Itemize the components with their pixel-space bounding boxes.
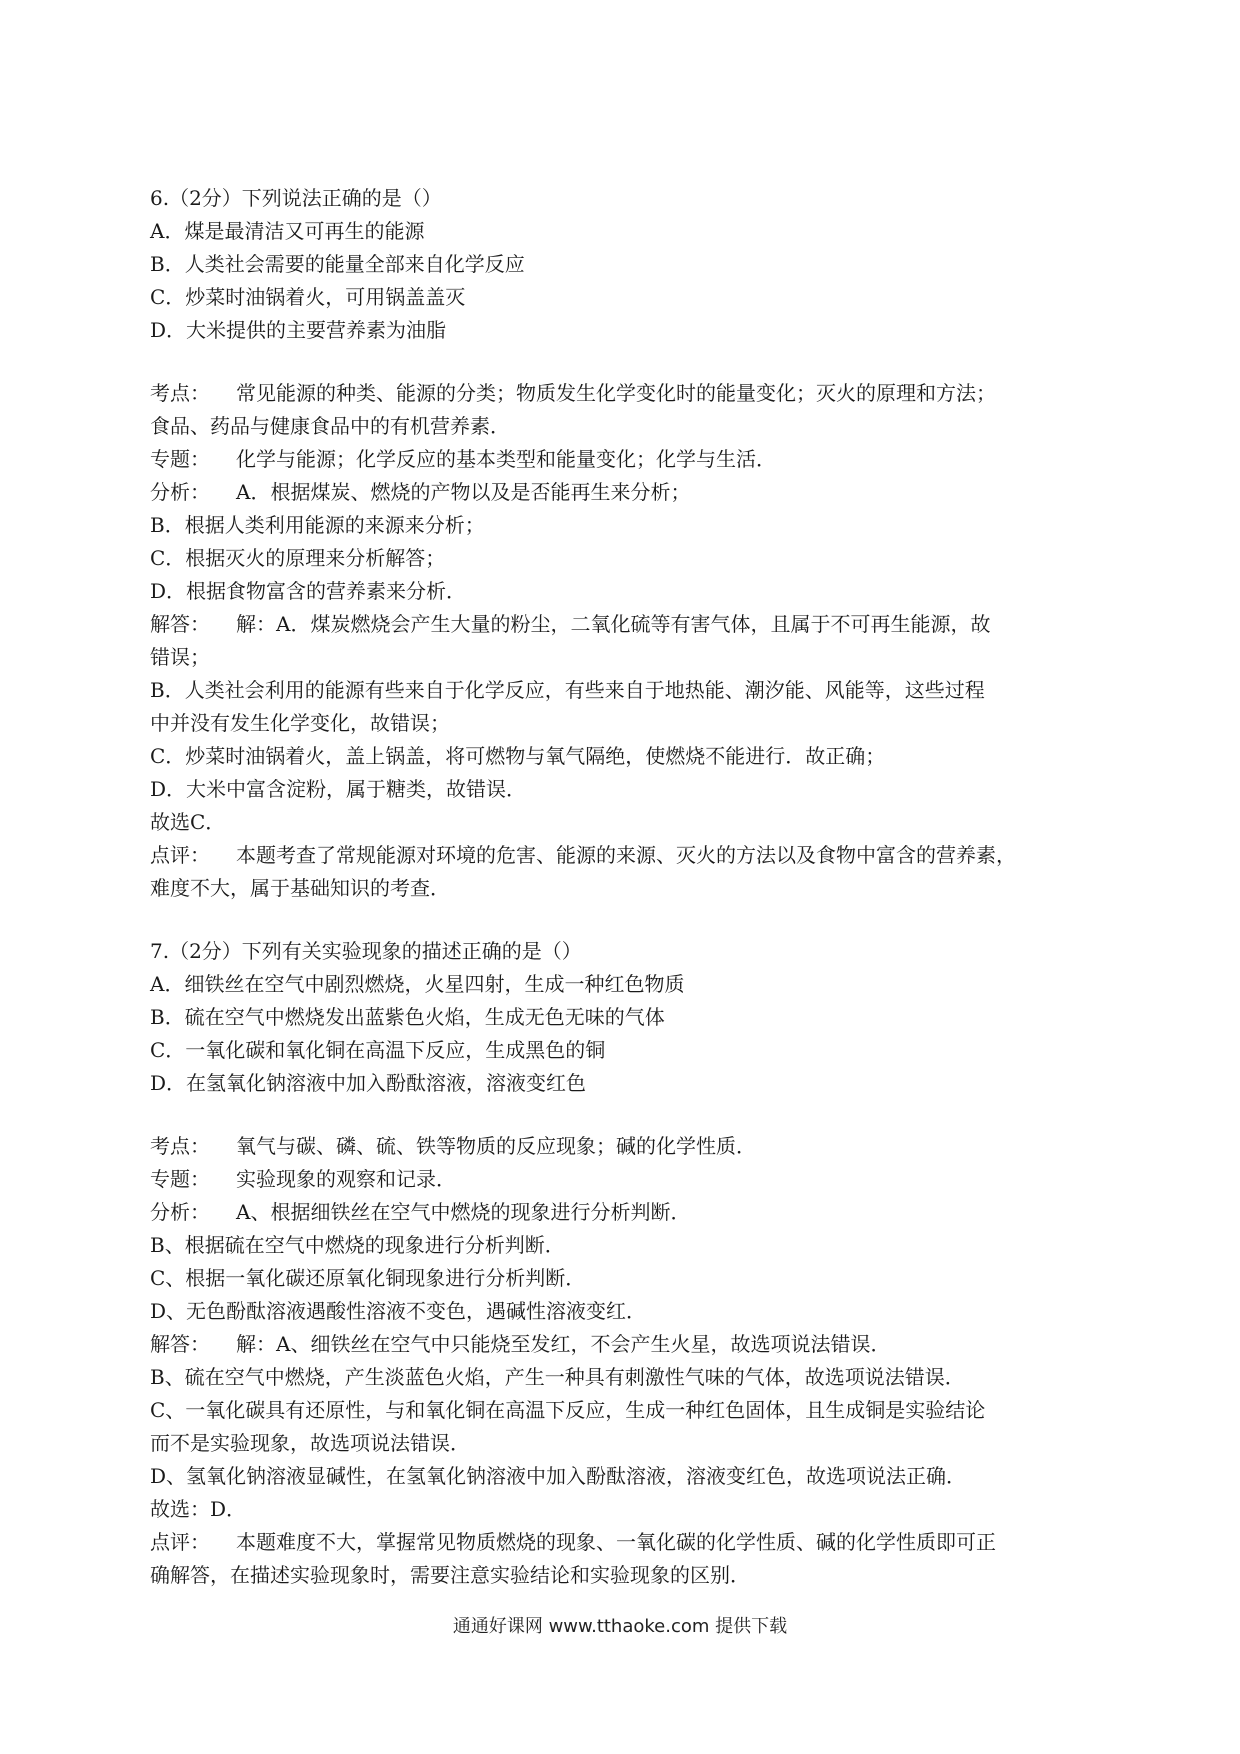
answer-6	[150, 377, 1080, 905]
option-a: A．细铁丝在空气中剧烈燃烧，火星四射，生成一种红色物质	[150, 972, 685, 996]
fenxi-line-c: C、根据一氧化碳还原氧化铜现象进行分析判断．	[150, 1266, 586, 1290]
jieda-line	[150, 1328, 1080, 1361]
dianping-text: 本题难度不大，掌握常见物质燃烧的现象、一氧化碳的化学性质、碱的化学性质即可正	[236, 1530, 996, 1554]
jieda-line-2: C、一氧化碳具有还原性，与和氧化铜在高温下反应，生成一种红色固体，且生成铜是实验结论	[150, 1398, 986, 1422]
jieda-line-2: B．人类社会利用的能源有些来自于化学反应，有些来自于地热能、潮汐能、风能等，这些过程	[150, 678, 985, 702]
jieda-line-4: D、氢氧化钠溶液显碱性，在氢氧化钠溶液中加入酚酞溶液，溶液变红色，故选项说法正确．	[150, 1464, 967, 1488]
jieda-line-5: 故选：D．	[150, 1497, 247, 1521]
fenxi-line-b: B．根据人类利用能源的来源来分析；	[150, 513, 485, 537]
dianping-text: 本题考查了常规能源对环境的危害、能源的来源、灭火的方法以及食物中富含的营养素，	[236, 843, 1016, 867]
jieda-line-5: D．大米中富含淀粉，属于糖类，故错误．	[150, 777, 527, 801]
question-stem: 6.（2分）下列说法正确的是（）	[150, 186, 442, 210]
dianping-line	[150, 839, 1080, 872]
jieda-line-3: 中并没有发生化学变化，故错误；	[150, 711, 450, 735]
dianping-line	[150, 1526, 1080, 1559]
dianping-label: 点评：	[150, 1530, 210, 1554]
fenxi-text: A．根据煤炭、燃烧的产物以及是否能再生来分析；	[236, 480, 691, 504]
dianping-label: 点评：	[150, 843, 210, 867]
jieda-line-3: 而不是实验现象，故选项说法错误．	[150, 1431, 470, 1455]
jieda-text: 解：A．煤炭燃烧会产生大量的粉尘，二氧化硫等有害气体，且属于不可再生能源，故	[236, 612, 991, 636]
jieda-line	[150, 608, 1080, 641]
zhuanti-label: 专题：	[150, 447, 210, 471]
jieda-label: 解答：	[150, 612, 210, 636]
jieda-text: 解：A、细铁丝在空气中只能烧至发红，不会产生火星，故选项说法错误．	[236, 1332, 891, 1356]
fenxi-text: A、根据细铁丝在空气中燃烧的现象进行分析判断．	[236, 1200, 691, 1224]
option-b: B．硫在空气中燃烧发出蓝紫色火焰，生成无色无味的气体	[150, 1005, 665, 1029]
kaodian-label: 考点：	[150, 1134, 210, 1158]
dianping-cont: 难度不大，属于基础知识的考查．	[150, 876, 450, 900]
question-stem: 7.（2分）下列有关实验现象的描述正确的是（）	[150, 939, 582, 963]
fenxi-label: 分析：	[150, 480, 210, 504]
option-c: C．一氧化碳和氧化铜在高温下反应，生成黑色的铜	[150, 1038, 606, 1062]
kaodian-cont: 食品、药品与健康食品中的有机营养素．	[150, 414, 510, 438]
fenxi-line-b: B、根据硫在空气中燃烧的现象进行分析判断．	[150, 1233, 565, 1257]
kaodian-label: 考点：	[150, 381, 210, 405]
page-content	[150, 182, 1080, 1592]
option-c: C．炒菜时油锅着火，可用锅盖盖灭	[150, 285, 466, 309]
kaodian-line	[150, 1130, 1080, 1163]
fenxi-line	[150, 476, 1080, 509]
zhuanti-label: 专题：	[150, 1167, 210, 1191]
jieda-line-1: B、硫在空气中燃烧，产生淡蓝色火焰，产生一种具有刺激性气味的气体，故选项说法错误．	[150, 1365, 965, 1389]
page-footer: 通通好课网 www.tthaoke.com 提供下载	[452, 1616, 788, 1637]
answer-7	[150, 1130, 1080, 1592]
question-7	[150, 935, 1080, 1100]
kaodian-text: 常见能源的种类、能源的分类；物质发生化学变化时的能量变化；灭火的原理和方法；	[236, 381, 996, 405]
option-d: D．在氢氧化钠溶液中加入酚酞溶液，溶液变红色	[150, 1071, 587, 1095]
fenxi-line-c: C．根据灭火的原理来分析解答；	[150, 546, 446, 570]
fenxi-line	[150, 1196, 1080, 1229]
jieda-line-1: 错误；	[150, 645, 210, 669]
zhuanti-line	[150, 443, 1080, 476]
option-d: D．大米提供的主要营养素为油脂	[150, 318, 447, 342]
option-a: A．煤是最清洁又可再生的能源	[150, 219, 425, 243]
jieda-line-6: 故选C．	[150, 810, 226, 834]
fenxi-line-d: D．根据食物富含的营养素来分析．	[150, 579, 467, 603]
zhuanti-line	[150, 1163, 1080, 1196]
question-6	[150, 182, 1080, 347]
fenxi-label: 分析：	[150, 1200, 210, 1224]
kaodian-text: 氧气与碳、磷、硫、铁等物质的反应现象；碱的化学性质．	[236, 1134, 756, 1158]
jieda-line-4: C．炒菜时油锅着火，盖上锅盖，将可燃物与氧气隔绝，使燃烧不能进行．故正确；	[150, 744, 886, 768]
zhuanti-text: 化学与能源；化学反应的基本类型和能量变化；化学与生活．	[236, 447, 776, 471]
zhuanti-text: 实验现象的观察和记录．	[236, 1167, 456, 1191]
dianping-cont: 确解答，在描述实验现象时，需要注意实验结论和实验现象的区别．	[150, 1563, 750, 1587]
jieda-label: 解答：	[150, 1332, 210, 1356]
kaodian-line	[150, 377, 1080, 410]
option-b: B．人类社会需要的能量全部来自化学反应	[150, 252, 525, 276]
fenxi-line-d: D、无色酚酞溶液遇酸性溶液不变色，遇碱性溶液变红．	[150, 1299, 647, 1323]
